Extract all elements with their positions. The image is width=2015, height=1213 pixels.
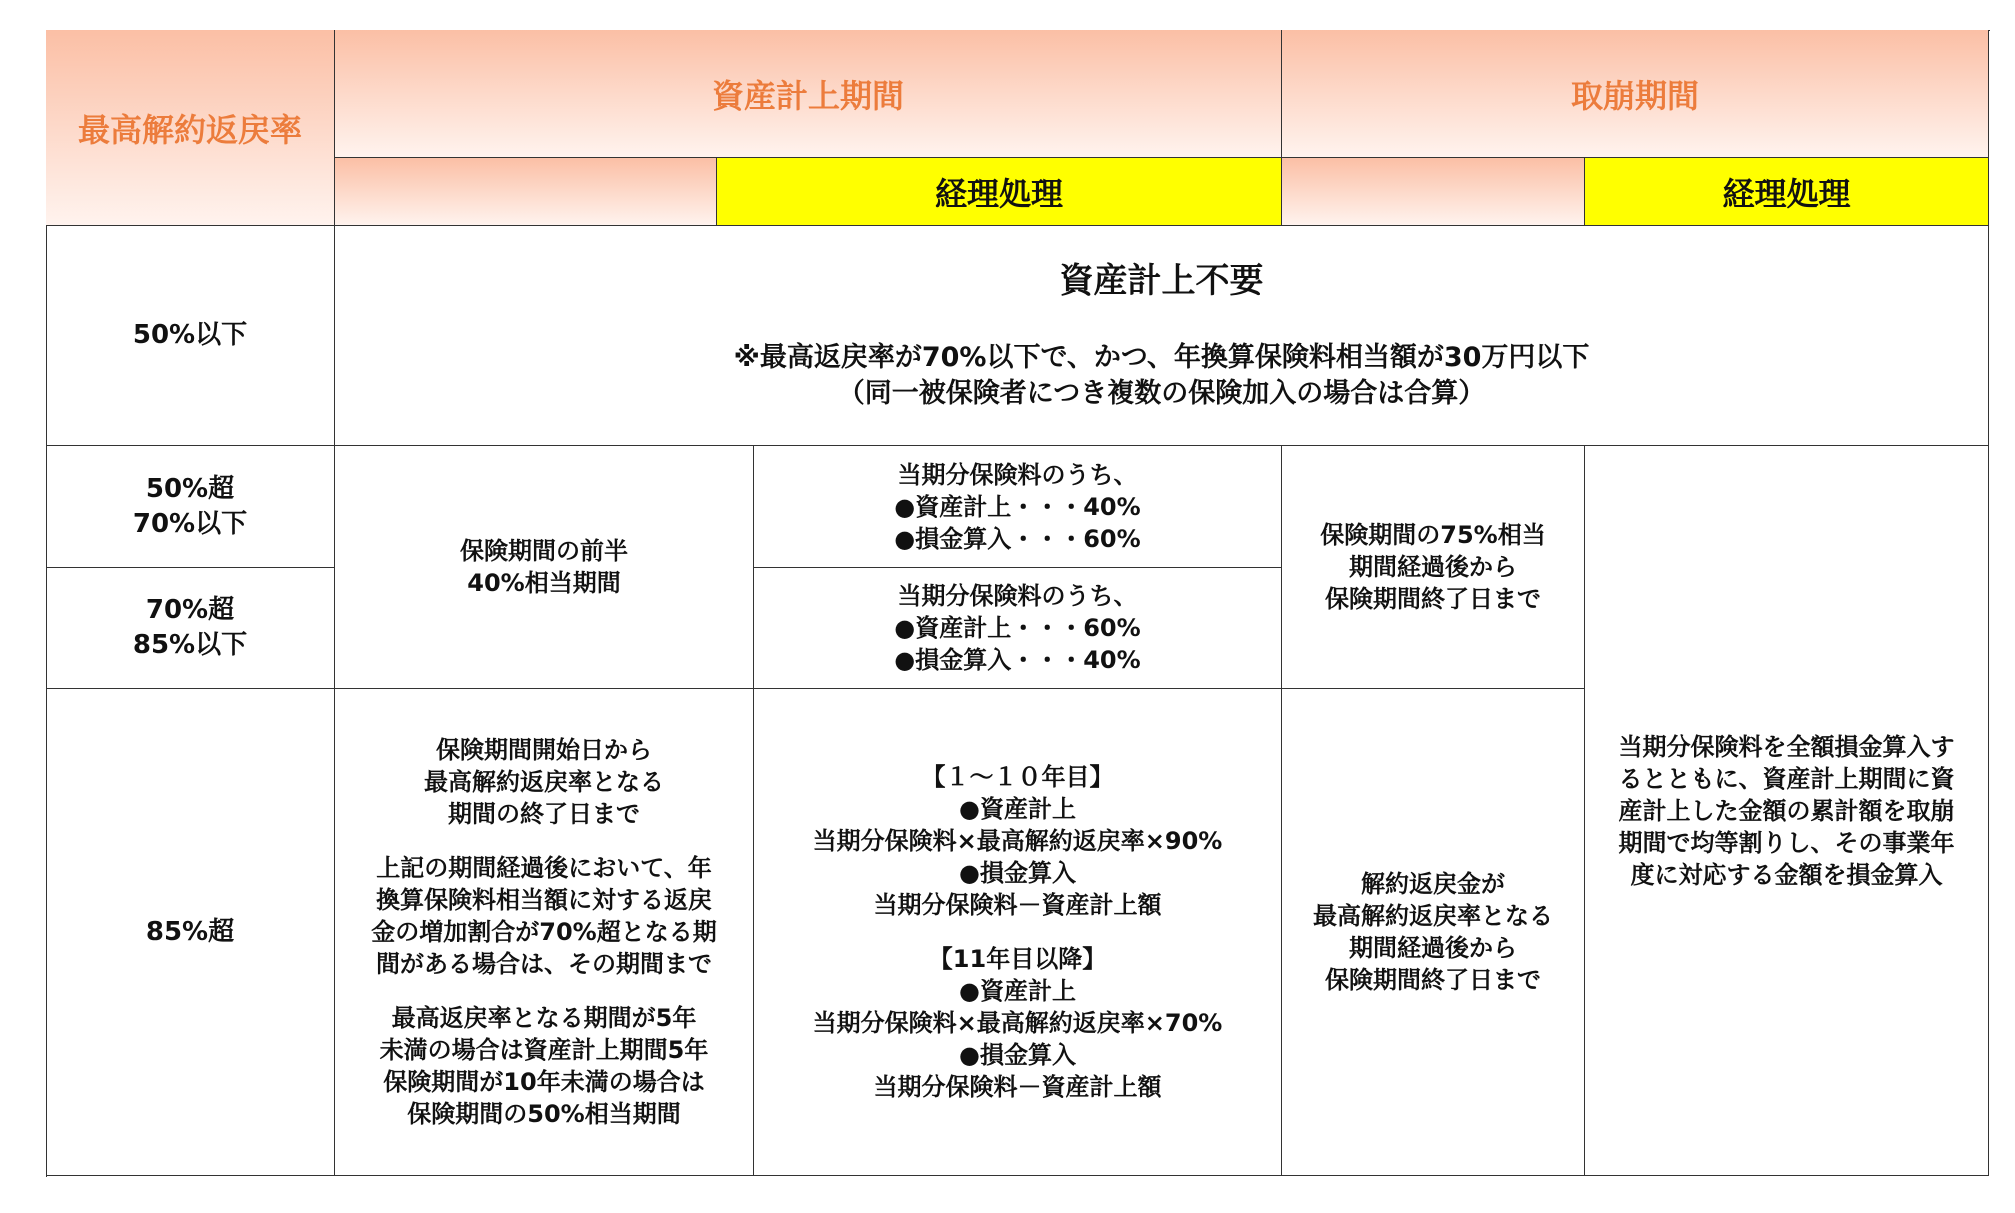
over85-acc-b4: ●損金算入 bbox=[959, 1041, 1076, 1069]
row-over85-accounting bbox=[754, 689, 1282, 1176]
over85-period-a3: 期間の終了日まで bbox=[448, 800, 640, 828]
over85-acc-b2: ●資産計上 bbox=[959, 977, 1076, 1005]
over85-acc-b3: 当期分保険料×最高解約返戻率×70% bbox=[812, 1009, 1223, 1037]
over85-period-c4: 保険期間の50%相当期間 bbox=[407, 1100, 681, 1128]
row-50-label bbox=[46, 226, 335, 446]
row-50-title: 資産計上不要 bbox=[1059, 261, 1264, 301]
over85-acc-a3: 当期分保険料×最高解約返戻率×90% bbox=[812, 827, 1223, 855]
mid-amort-period bbox=[1282, 446, 1585, 689]
row-85-label-line2: 85%以下 bbox=[132, 630, 248, 660]
row-70-accounting bbox=[754, 446, 1282, 568]
header-max-return-rate bbox=[46, 30, 335, 226]
over85-acc-a2: ●資産計上 bbox=[959, 795, 1076, 823]
amort-acc-line4: 期間で均等割りし、その事業年 bbox=[1618, 828, 1955, 857]
row-over85-asset-period bbox=[335, 689, 754, 1176]
over85-amort-line1: 解約返戻金が bbox=[1361, 870, 1505, 898]
over85-amort-line4: 保険期間終了日まで bbox=[1325, 966, 1541, 994]
row-over85-amort-period bbox=[1282, 689, 1585, 1176]
row-70-acc-line2: ●資産計上・・・40% bbox=[894, 492, 1141, 521]
over85-amort-line3: 期間経過後から bbox=[1349, 934, 1517, 962]
over85-period-a2: 最高解約返戻率となる bbox=[424, 768, 664, 796]
header-amort-accounting-label: 経理処理 bbox=[1722, 174, 1851, 213]
row-over85-label bbox=[46, 689, 335, 1176]
row-85-acc-line1: 当期分保険料のうち、 bbox=[897, 582, 1138, 610]
over85-amort-line2: 最高解約返戻率となる bbox=[1313, 902, 1553, 930]
row-85-acc-line3: ●損金算入・・・40% bbox=[894, 646, 1141, 674]
row-50-note-line1: ※最高返戻率が70%以下で、かつ、年換算保険料相当額が30万円以下 bbox=[733, 342, 1590, 373]
over85-acc-b1: 【11年目以降】 bbox=[928, 945, 1107, 973]
header-amort-blank bbox=[1282, 158, 1585, 226]
over85-period-b1: 上記の期間経過後において、年 bbox=[376, 854, 712, 882]
mid-asset-period-line2: 40%相当期間 bbox=[467, 569, 621, 597]
row-85-label-line1: 70%超 bbox=[145, 595, 235, 625]
row-70-acc-line1: 当期分保険料のうち、 bbox=[897, 460, 1138, 489]
row-70-label-line2: 70%以下 bbox=[132, 508, 248, 539]
header-asset-period bbox=[335, 30, 1282, 158]
over85-acc-a1: 【１～１０年目】 bbox=[921, 763, 1114, 791]
over85-period-b3: 金の増加割合が70%超となる期 bbox=[371, 918, 717, 946]
header-max-return-rate-label: 最高解約返戻率 bbox=[77, 110, 302, 149]
header-asset-accounting-label: 経理処理 bbox=[934, 174, 1063, 213]
over85-period-c1: 最高返戻率となる期間が5年 bbox=[391, 1004, 697, 1032]
over85-acc-a5: 当期分保険料－資産計上額 bbox=[873, 891, 1162, 919]
row-over85-label-text: 85%超 bbox=[145, 916, 235, 947]
row-50-note-line2: （同一被保険者につき複数の保険加入の場合は合算） bbox=[837, 378, 1486, 409]
row-50-content bbox=[335, 226, 1989, 446]
mid-asset-period bbox=[335, 446, 754, 689]
row-70-acc-line3: ●損金算入・・・60% bbox=[894, 524, 1141, 553]
amort-acc-line2: るとともに、資産計上期間に資 bbox=[1618, 764, 1955, 793]
amort-accounting bbox=[1585, 446, 1989, 1176]
header-amort-period bbox=[1282, 30, 1989, 158]
row-70-label bbox=[46, 446, 335, 568]
over85-period-b2: 換算保険料相当額に対する返戻 bbox=[376, 886, 712, 914]
row-85-label bbox=[46, 568, 335, 689]
over85-period-c3: 保険期間が10年未満の場合は bbox=[383, 1068, 705, 1096]
header-asset-blank bbox=[335, 158, 717, 226]
row-85-accounting bbox=[754, 568, 1282, 689]
row-70-label-line1: 50%超 bbox=[145, 473, 235, 504]
header-amort-period-label: 取崩期間 bbox=[1570, 76, 1699, 115]
header-asset-period-label: 資産計上期間 bbox=[711, 76, 904, 115]
amort-acc-line3: 産計上した金額の累計額を取崩 bbox=[1618, 796, 1955, 825]
mid-amort-line2: 期間経過後から bbox=[1349, 553, 1517, 581]
header-amort-accounting bbox=[1585, 158, 1989, 226]
over85-period-a1: 保険期間開始日から bbox=[436, 736, 652, 764]
mid-amort-line1: 保険期間の75%相当 bbox=[1320, 521, 1546, 549]
over85-acc-b5: 当期分保険料－資産計上額 bbox=[873, 1073, 1162, 1101]
over85-acc-a4: ●損金算入 bbox=[959, 859, 1076, 887]
header-asset-accounting bbox=[717, 158, 1282, 226]
row-85-acc-line2: ●資産計上・・・60% bbox=[894, 614, 1141, 642]
row-50-label-text: 50%以下 bbox=[132, 320, 248, 350]
mid-asset-period-line1: 保険期間の前半 bbox=[460, 537, 628, 565]
mid-amort-line3: 保険期間終了日まで bbox=[1325, 585, 1541, 613]
over85-period-c2: 未満の場合は資産計上期間5年 bbox=[379, 1036, 709, 1064]
amort-acc-line1: 当期分保険料を全額損金算入す bbox=[1618, 732, 1955, 761]
over85-period-b4: 間がある場合は、その期間まで bbox=[376, 950, 712, 978]
amort-acc-line5: 度に対応する金額を損金算入 bbox=[1630, 860, 1943, 889]
